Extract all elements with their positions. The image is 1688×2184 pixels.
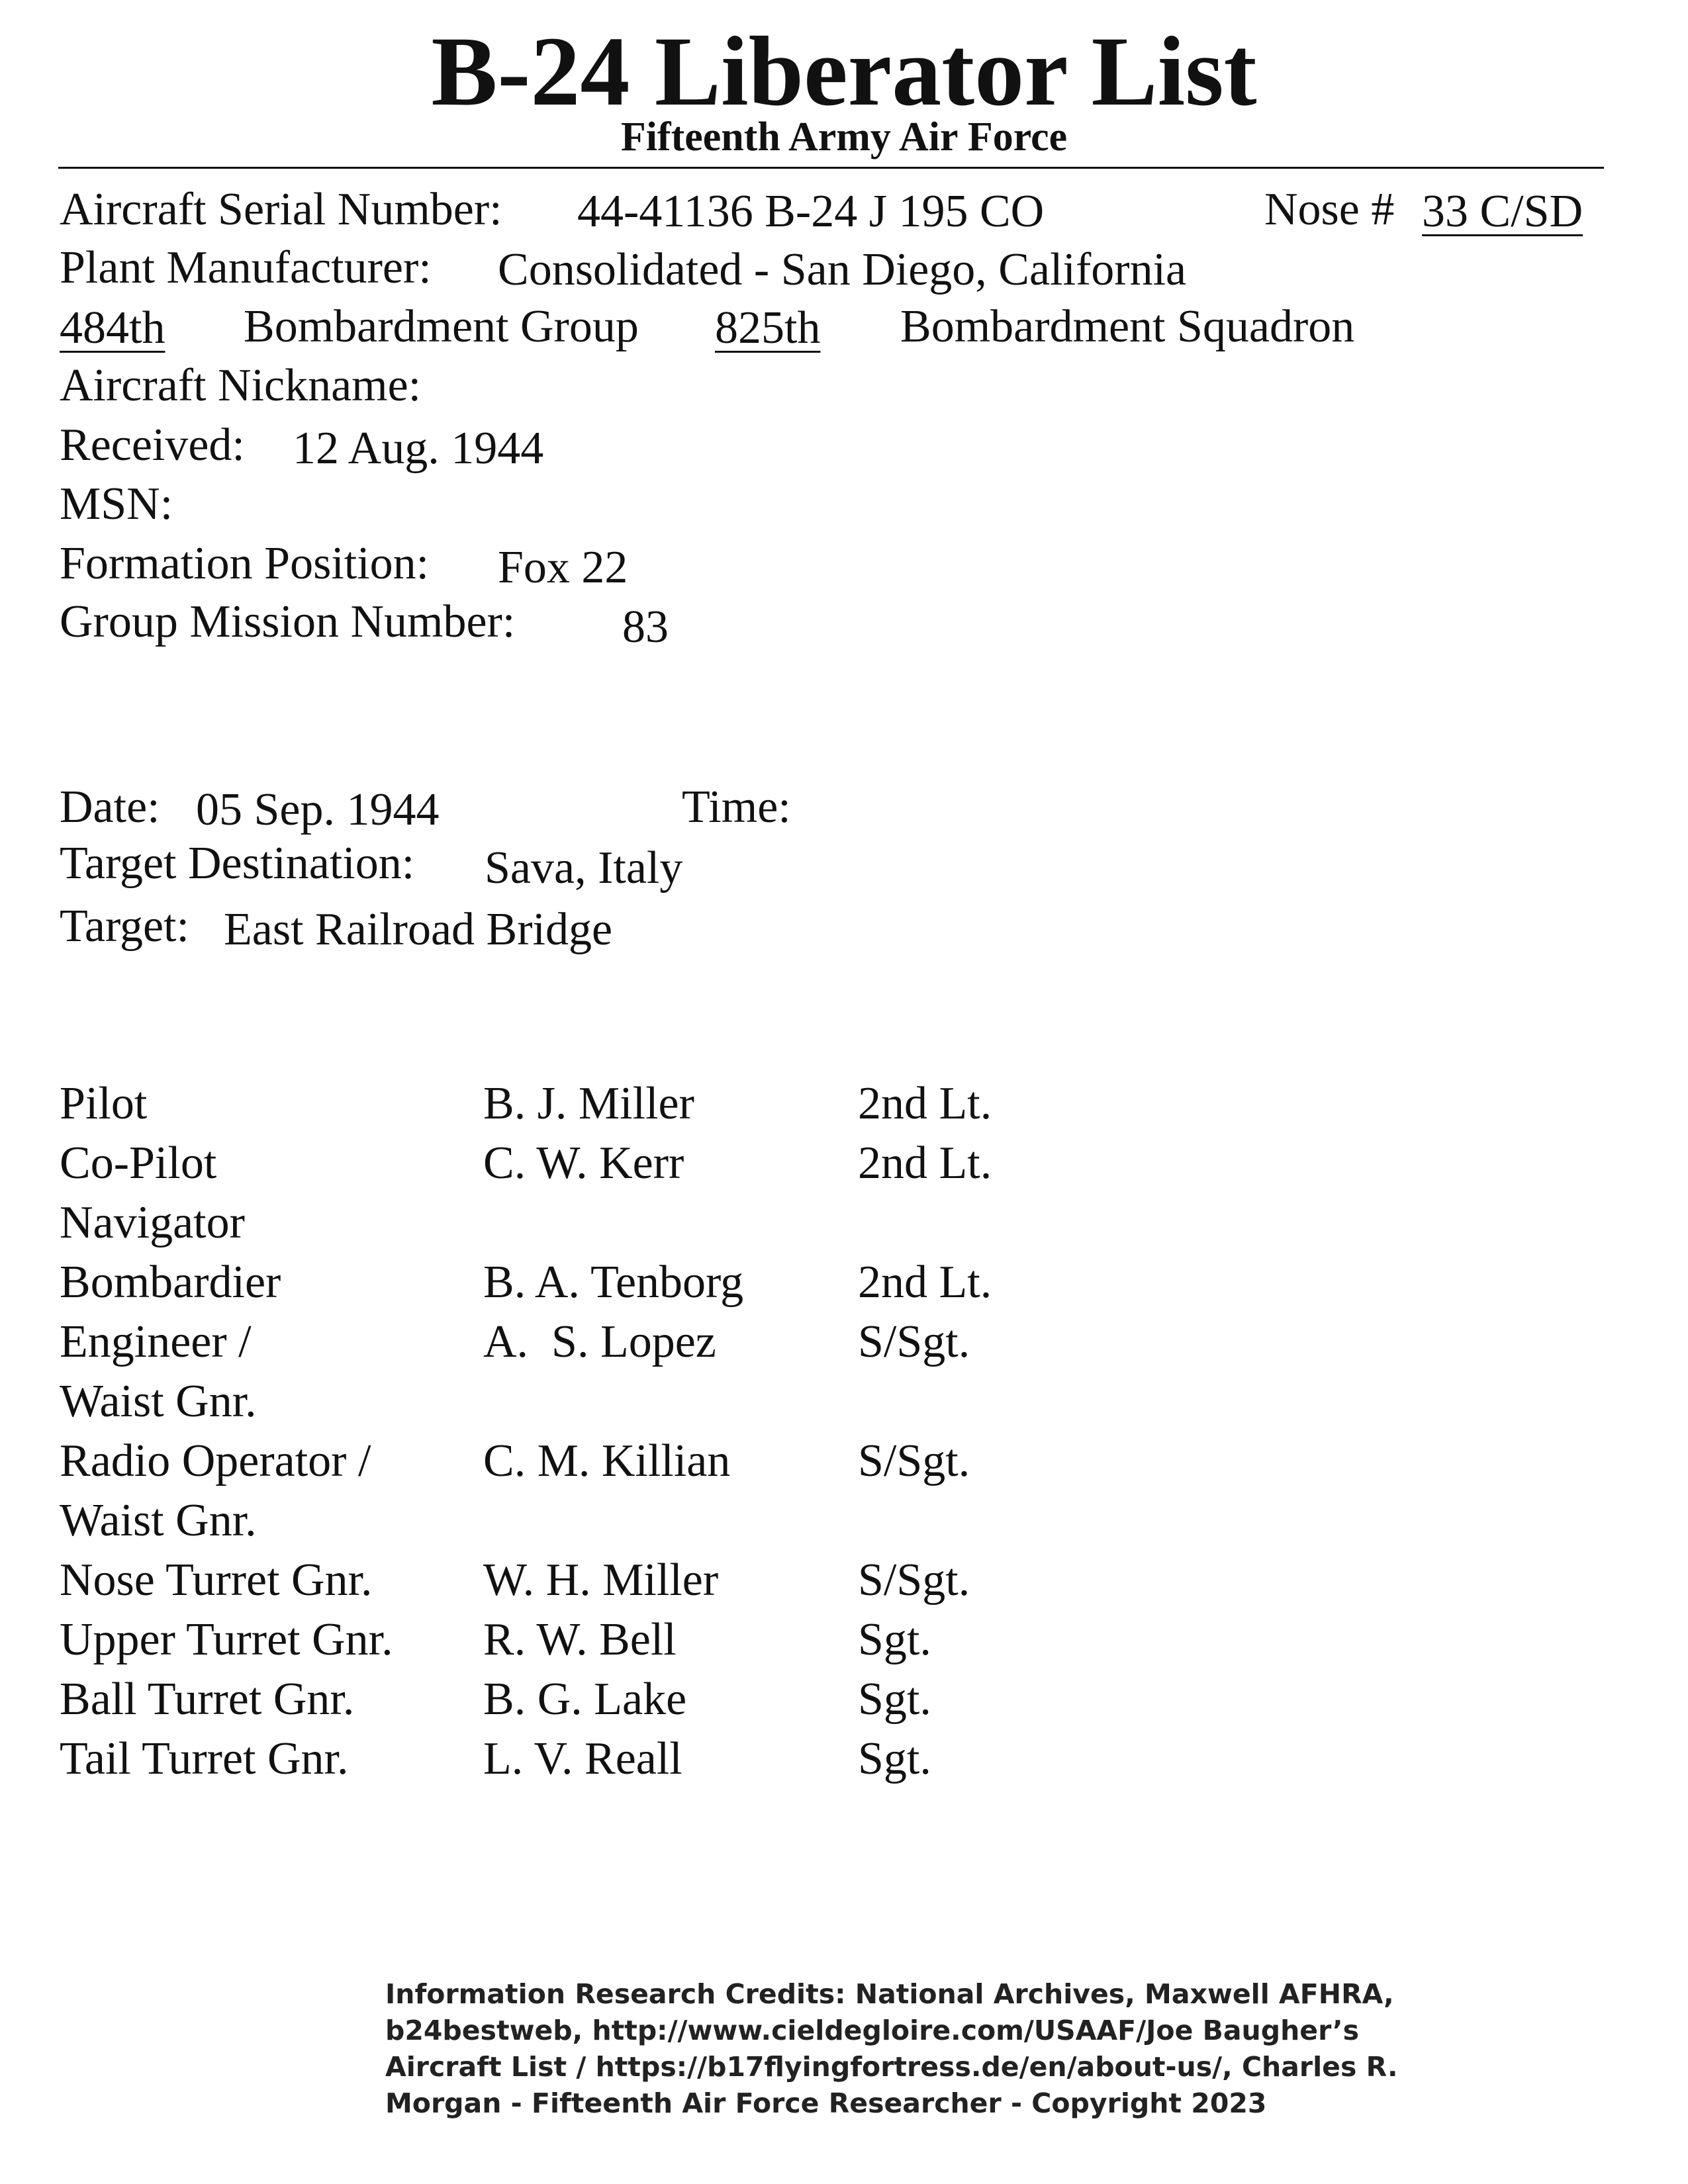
nickname-label: Aircraft Nickname: bbox=[60, 360, 422, 411]
crew-name: C. W. Kerr bbox=[483, 1138, 684, 1189]
serial-label: Aircraft Serial Number: bbox=[60, 184, 502, 235]
received-value: 12 Aug. 1944 bbox=[293, 423, 544, 474]
squadron-value: 825th bbox=[715, 302, 821, 353]
crew-rank: S/Sgt. bbox=[858, 1555, 970, 1606]
crew-position: Bombardier bbox=[60, 1257, 281, 1308]
plant-label: Plant Manufacturer: bbox=[60, 242, 432, 293]
crew-rank: Sgt. bbox=[858, 1733, 931, 1784]
credits-line: Morgan - Fifteenth Air Force Researcher - Copyright 2023 bbox=[385, 2087, 1267, 2119]
formation-value: Fox 22 bbox=[498, 542, 628, 593]
crew-name: B. A. Tenborg bbox=[483, 1257, 744, 1308]
serial-value: 44-41136 B-24 J 195 CO bbox=[577, 186, 1045, 237]
crew-name: B. G. Lake bbox=[483, 1674, 687, 1725]
crew-position: Engineer / bbox=[60, 1316, 252, 1367]
date-label: Date: bbox=[60, 782, 160, 833]
crew-name: W. H. Miller bbox=[483, 1555, 719, 1606]
nose-label: Nose # bbox=[1264, 184, 1395, 235]
crew-name: R. W. Bell bbox=[483, 1614, 677, 1665]
crew-position: Tail Turret Gnr. bbox=[60, 1733, 349, 1784]
crew-position: Navigator bbox=[60, 1197, 245, 1248]
crew-rank: Sgt. bbox=[858, 1614, 931, 1665]
nose-value: 33 C/SD bbox=[1422, 186, 1583, 237]
crew-position: Waist Gnr. bbox=[60, 1495, 257, 1546]
formation-label: Formation Position: bbox=[60, 538, 430, 589]
mission-number-label: Group Mission Number: bbox=[60, 596, 516, 647]
target-destination-label: Target Destination: bbox=[60, 838, 415, 889]
crew-name: A. S. Lopez bbox=[483, 1316, 716, 1367]
crew-rank: Sgt. bbox=[858, 1674, 931, 1725]
research-credits bbox=[385, 1976, 1398, 2122]
group-label: Bombardment Group bbox=[244, 301, 639, 352]
page-subtitle: Fifteenth Army Air Force bbox=[620, 114, 1068, 159]
credits-line: b24bestweb, http://www.cieldegloire.com/USAAF/Joe Baugher’s bbox=[385, 2015, 1360, 2046]
credits-line: Aircraft List / https://b17flyingfortress.de/en/about-us/, Charles R. bbox=[385, 2051, 1398, 2083]
crew-position: Ball Turret Gnr. bbox=[60, 1674, 355, 1725]
crew-position: Waist Gnr. bbox=[60, 1376, 257, 1427]
crew-position: Upper Turret Gnr. bbox=[60, 1614, 393, 1665]
crew-rank: 2nd Lt. bbox=[858, 1138, 992, 1189]
crew-position: Radio Operator / bbox=[60, 1435, 371, 1486]
crew-rank: 2nd Lt. bbox=[858, 1078, 992, 1129]
header-divider bbox=[58, 167, 1604, 169]
crew-position: Co-Pilot bbox=[60, 1138, 217, 1189]
crew-rank: S/Sgt. bbox=[858, 1435, 970, 1486]
time-label: Time: bbox=[682, 782, 791, 833]
plant-value: Consolidated - San Diego, California bbox=[498, 244, 1187, 295]
crew-position: Nose Turret Gnr. bbox=[60, 1555, 373, 1606]
target-value: East Railroad Bridge bbox=[224, 904, 613, 955]
crew-name: C. M. Killian bbox=[483, 1435, 731, 1486]
date-value: 05 Sep. 1944 bbox=[196, 784, 440, 835]
crew-position: Pilot bbox=[60, 1078, 148, 1129]
target-destination-value: Sava, Italy bbox=[485, 842, 683, 893]
crew-name: L. V. Reall bbox=[483, 1733, 682, 1784]
target-label: Target: bbox=[60, 901, 189, 952]
credits-line: Information Research Credits: National Archives, Maxwell AFHRA, bbox=[385, 1978, 1394, 2010]
received-label: Received: bbox=[60, 420, 245, 471]
page-title: B-24 Liberator List bbox=[431, 17, 1257, 126]
mission-number-value: 83 bbox=[622, 602, 669, 653]
crew-rank: 2nd Lt. bbox=[858, 1257, 992, 1308]
crew-rank: S/Sgt. bbox=[858, 1316, 970, 1367]
squadron-label: Bombardment Squadron bbox=[900, 301, 1355, 352]
group-value: 484th bbox=[60, 302, 165, 353]
msn-label: MSN: bbox=[60, 478, 173, 529]
crew-name: B. J. Miller bbox=[483, 1078, 694, 1129]
